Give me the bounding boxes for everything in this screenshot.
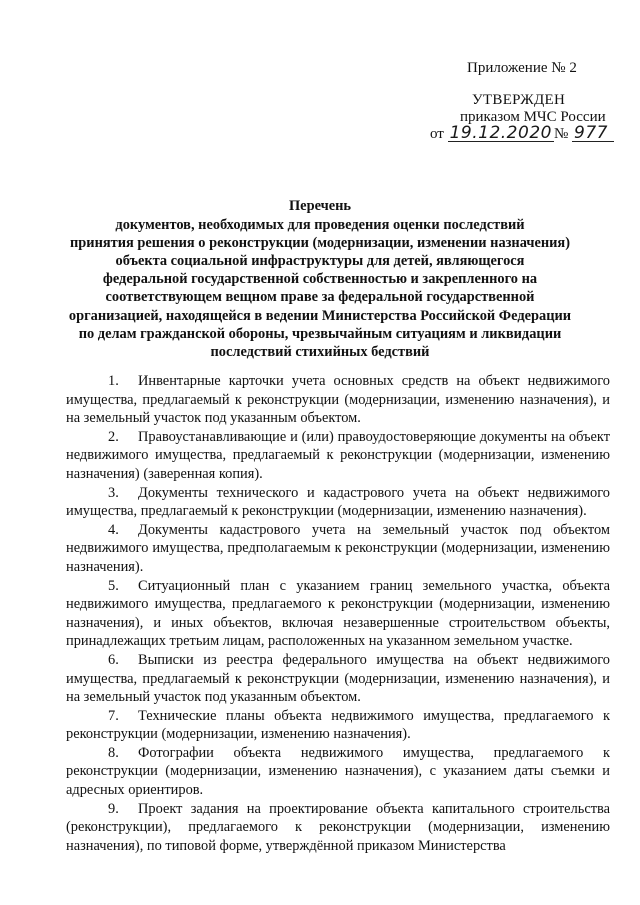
date-prefix: от xyxy=(430,126,444,142)
title-line: организацией, находящейся в ведении Министерства Российской Федерации xyxy=(68,307,572,324)
item-text: Выписки из реестра федерального имущества на объект недвижимого имущества, предлагаемый к реконструкции (модернизации, изменению назначения), и на земельный участок под указанным объектом. xyxy=(66,651,610,706)
item-text: Документы технического и кадастрового учета на объект недвижимого имущества, предлагаемый к реконструкции (модернизации, изменению назначения). xyxy=(66,484,610,520)
title-line: документов, необходимых для проведения оценки последствий xyxy=(115,217,525,234)
list-item xyxy=(66,521,610,577)
item-number: 2. xyxy=(108,428,119,445)
order-label: приказом МЧС России xyxy=(460,109,606,125)
appendix-label: Приложение № 2 xyxy=(467,60,577,76)
item-text: Технические планы объекта недвижимого имущества, предлагаемого к реконструкции (модернизации, изменению назначения). xyxy=(66,707,610,743)
list-item xyxy=(66,428,610,484)
approved-label: УТВЕРЖДЕН xyxy=(472,92,566,108)
item-number: 1. xyxy=(108,373,119,389)
list-item xyxy=(66,800,610,856)
list-item xyxy=(66,484,610,521)
title-line: по делам гражданской обороны, чрезвычайным ситуациям и ликвидации xyxy=(78,325,562,342)
item-number: 4. xyxy=(108,521,119,538)
handwritten-number: 977 xyxy=(572,126,614,142)
handwritten-date: 19.12.2020 xyxy=(449,123,552,143)
item-number: 8. xyxy=(108,744,119,761)
list-item xyxy=(66,577,610,651)
item-text: Документы кадастрового учета на земельный участок под объектом недвижимого имущества, предполагаемым к реконструкции (модернизации, изменению назначения). xyxy=(66,521,610,575)
list-item xyxy=(66,372,610,428)
document-title xyxy=(30,197,610,361)
document-body xyxy=(66,372,610,855)
item-number: 6. xyxy=(108,651,119,668)
item-text: Инвентарные карточки учета основных средств на объект недвижимого имущества, предлагаемый к реконструкции (модернизации, изменению назначения), и на земельный участок под указанным объектом. xyxy=(66,373,610,427)
title-line: последствий стихийных бедствий xyxy=(210,343,430,360)
title-line: соответствующем вещном праве за федеральной государственной xyxy=(105,289,535,306)
approval-block xyxy=(430,92,620,143)
list-item xyxy=(66,707,610,744)
item-number: 7. xyxy=(108,707,119,724)
list-item xyxy=(66,744,610,800)
item-text: Проект задания на проектирование объекта капитального строительства (реконструкции), предлагаемого к реконструкции (модернизации, изменению назначения), по типовой форме, утверждённой приказом Министерства xyxy=(66,800,610,854)
title-heading: Перечень xyxy=(288,198,352,214)
item-number: 5. xyxy=(108,577,119,594)
order-date-line xyxy=(430,123,620,143)
title-line: объекта социальной инфраструктуры для детей, являющегося xyxy=(115,253,525,270)
list-item xyxy=(66,651,610,707)
item-number: 9. xyxy=(108,800,119,817)
number-prefix: № xyxy=(553,126,569,142)
item-text: Фотографии объекта недвижимого имущества, предлагаемого к реконструкции (модернизации, изменению назначения), с указанием даты съемки и адресных ориентиров. xyxy=(66,744,610,799)
item-number: 3. xyxy=(108,484,119,501)
title-line: принятия решения о реконструкции (модернизации, изменении назначения) xyxy=(69,235,571,252)
item-text: Ситуационный план с указанием границ земельного участка, объекта недвижимого имущества, предлагаемого к реконструкции (модернизации, изменению назначения), и иных объектов, включая незавершенные строительством объекты, принадлежащих третьим лицам, расположенных на указанном земельном участке. xyxy=(66,577,610,650)
title-line: федеральной государственной собственностью и закрепленного на xyxy=(102,271,538,288)
item-text: Правоустанавливающие и (или) правоудостоверяющие документы на объект недвижимого имущества, предлагаемый к реконструкции (модернизации, изменению назначения) (заверенная копия). xyxy=(66,428,610,482)
